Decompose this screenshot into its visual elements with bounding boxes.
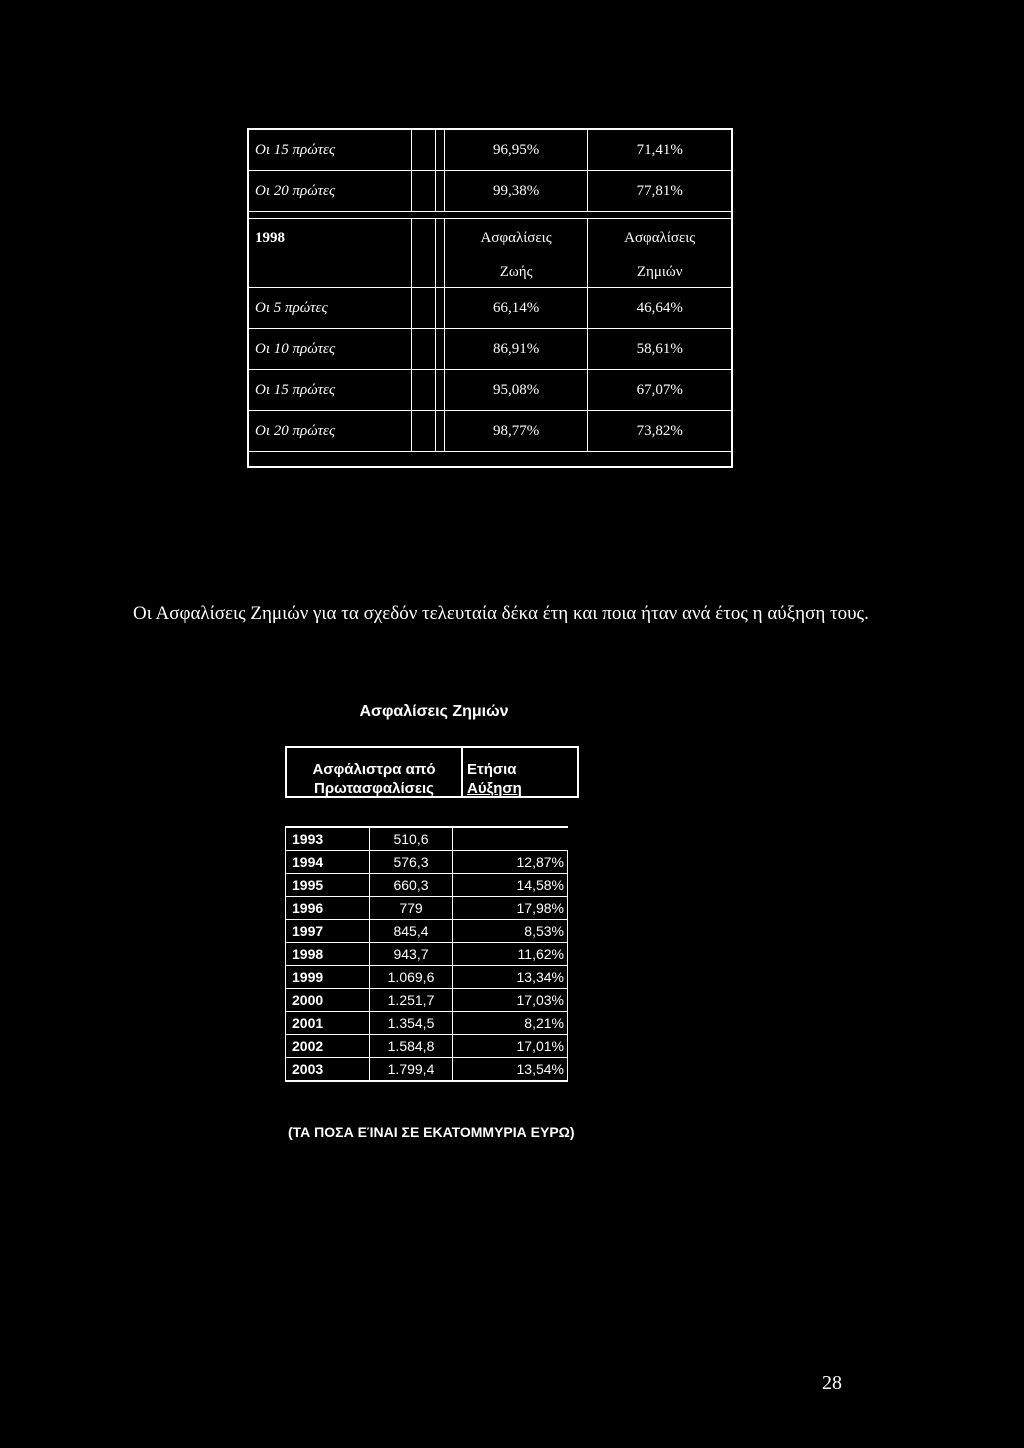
amount-cell: 1.251,7	[370, 989, 453, 1012]
damage-value: 46,64%	[588, 288, 732, 329]
growth-cell: 12,87%	[453, 851, 568, 874]
table-row	[286, 874, 568, 897]
table-row	[286, 897, 568, 920]
col-life-header: Ασφαλίσεις	[444, 219, 588, 258]
growth-cell: 17,01%	[453, 1035, 568, 1058]
life-value: 96,95%	[444, 129, 588, 171]
col-damage-subheader: Ζημιών	[588, 257, 732, 288]
amount-cell: 845,4	[370, 920, 453, 943]
year-cell: 2003	[286, 1058, 370, 1082]
row-label: Οι 10 πρώτες	[248, 329, 411, 370]
amount-cell: 1.584,8	[370, 1035, 453, 1058]
year-cell: 1993	[286, 827, 370, 851]
page-number: 28	[822, 1372, 842, 1394]
premiums-header: Ασφάλιστρα από Πρωτασφαλίσεις	[287, 748, 463, 796]
life-value: 86,91%	[444, 329, 588, 370]
amount-cell: 1.799,4	[370, 1058, 453, 1082]
damage-value: 58,61%	[588, 329, 732, 370]
header-row	[248, 219, 732, 258]
life-value: 99,38%	[444, 171, 588, 212]
amount-cell: 660,3	[370, 874, 453, 897]
amounts-note: (ΤΑ ΠΟΣΑ ΕΊΝΑΙ ΣΕ ΕΚΑΤΟΜΜΥΡΙΑ ΕΥΡΩ)	[288, 1124, 575, 1140]
row-label: Οι 20 πρώτες	[248, 171, 411, 212]
amount-cell: 779	[370, 897, 453, 920]
market-share-table	[247, 128, 733, 468]
table-row	[286, 1058, 568, 1082]
amount-cell: 576,3	[370, 851, 453, 874]
year-cell: 1997	[286, 920, 370, 943]
table-row	[286, 1035, 568, 1058]
growth-header: Ετήσια Αύξηση	[467, 761, 522, 797]
growth-cell: 17,03%	[453, 989, 568, 1012]
section-title: Ασφαλίσεις Ζημιών	[359, 703, 509, 720]
table-row	[286, 966, 568, 989]
growth-cell: 13,54%	[453, 1058, 568, 1082]
year-cell: 2001	[286, 1012, 370, 1035]
row-label: Οι 5 πρώτες	[248, 288, 411, 329]
table-row	[286, 989, 568, 1012]
column-header-box	[285, 746, 579, 798]
table-row	[248, 288, 732, 329]
amount-cell: 1.354,5	[370, 1012, 453, 1035]
year-cell: 1996	[286, 897, 370, 920]
body-paragraph: Οι Ασφαλίσεις Ζημιών για τα σχεδόν τελευταία δέκα έτη και ποια ήταν ανά έτος η αύξηση τους.	[133, 603, 869, 624]
year-cell: 2002	[286, 1035, 370, 1058]
table-row	[286, 1012, 568, 1035]
year-cell: 1999	[286, 966, 370, 989]
year-cell: 1995	[286, 874, 370, 897]
amount-cell: 1.069,6	[370, 966, 453, 989]
year-label: 1998	[248, 219, 411, 258]
table-row	[248, 129, 732, 171]
table-row	[248, 329, 732, 370]
separator-row	[248, 452, 732, 468]
year-cell: 2000	[286, 989, 370, 1012]
table-row	[248, 370, 732, 411]
table-row	[248, 411, 732, 452]
growth-cell: 14,58%	[453, 874, 568, 897]
growth-cell: 8,53%	[453, 920, 568, 943]
table-row	[248, 171, 732, 212]
life-value: 98,77%	[444, 411, 588, 452]
col-life-subheader: Ζωής	[444, 257, 588, 288]
life-value: 95,08%	[444, 370, 588, 411]
damage-value: 73,82%	[588, 411, 732, 452]
table-row	[286, 943, 568, 966]
year-cell: 1998	[286, 943, 370, 966]
damage-value: 67,07%	[588, 370, 732, 411]
separator-row	[248, 212, 732, 219]
growth-cell: 8,21%	[453, 1012, 568, 1035]
year-cell: 1994	[286, 851, 370, 874]
col-damage-header: Ασφαλίσεις	[588, 219, 732, 258]
header-row-sub	[248, 257, 732, 288]
row-label: Οι 15 πρώτες	[248, 129, 411, 171]
growth-cell: 17,98%	[453, 897, 568, 920]
amount-cell: 943,7	[370, 943, 453, 966]
table-row	[286, 827, 568, 851]
table-row	[286, 851, 568, 874]
table-row	[286, 920, 568, 943]
growth-cell: 13,34%	[453, 966, 568, 989]
amount-cell: 510,6	[370, 827, 453, 851]
growth-cell: 11,62%	[453, 943, 568, 966]
row-label: Οι 15 πρώτες	[248, 370, 411, 411]
row-label: Οι 20 πρώτες	[248, 411, 411, 452]
damage-value: 77,81%	[588, 171, 732, 212]
premiums-table	[285, 826, 568, 1082]
growth-cell	[453, 827, 568, 851]
damage-value: 71,41%	[588, 129, 732, 171]
life-value: 66,14%	[444, 288, 588, 329]
